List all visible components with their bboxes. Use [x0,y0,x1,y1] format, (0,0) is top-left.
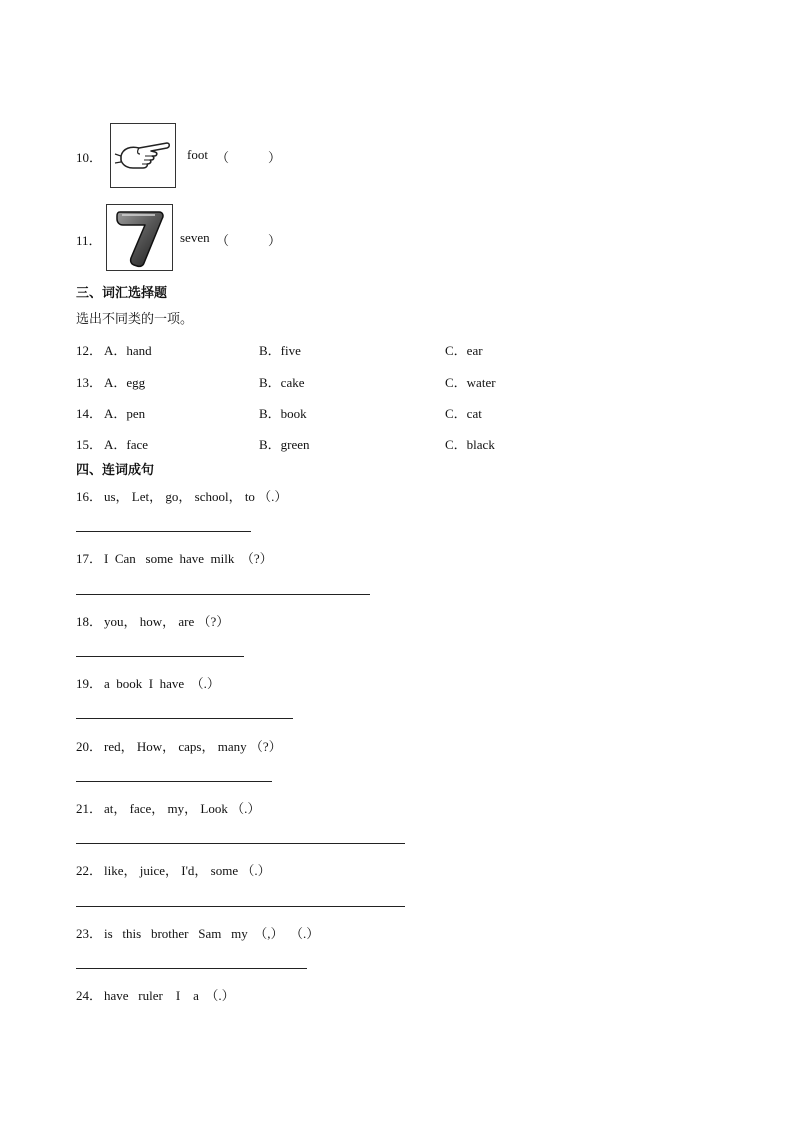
question-number: 10． [76,150,103,165]
scrambled-words: have ruler I a （.） [104,988,235,1003]
question-number: 20． [76,739,103,754]
answer-line[interactable] [76,843,405,844]
option-c[interactable]: C．ear [445,343,483,358]
question-number: 21． [76,801,103,816]
option-a[interactable]: A．egg [104,375,146,390]
question-number: 13． [76,375,103,390]
option-a[interactable]: A．face [104,437,149,452]
question-number: 18． [76,614,103,629]
option-b[interactable]: B．green [259,437,310,452]
question-number: 14． [76,406,103,421]
scrambled-words: at， face， my， Look （.） [104,801,261,816]
option-c[interactable]: C．cat [445,406,482,421]
answer-line[interactable] [76,968,307,969]
scrambled-words: I Can some have milk （?） [104,551,273,566]
question-number: 22． [76,863,103,878]
scrambled-words: you， how， are （?） [104,614,230,629]
answer-parentheses[interactable]: （ ） [216,150,282,165]
scrambled-words: a book I have （.） [104,676,220,691]
question-number: 19． [76,676,103,691]
scrambled-words: like， juice， I'd， some （.） [104,863,271,878]
number-seven-icon [106,204,173,271]
question-number: 15． [76,437,103,452]
option-c[interactable]: C．black [445,437,495,452]
scrambled-words: us， Let， go， school， to （.） [104,489,288,504]
question-number: 24． [76,988,103,1003]
option-b[interactable]: B．cake [259,375,305,390]
answer-line[interactable] [76,594,370,595]
answer-line[interactable] [76,718,293,719]
picture-word: foot [187,147,208,162]
section-heading-sentence-building: 四、连词成句 [76,463,155,478]
scrambled-words: red， How， caps， many （?） [104,739,282,754]
answer-parentheses[interactable]: （ ） [216,233,282,248]
section-instruction: 选出不同类的一项。 [76,312,194,327]
option-a[interactable]: A．hand [104,343,152,358]
question-number: 23． [76,926,103,941]
answer-line[interactable] [76,531,251,532]
question-number: 12． [76,343,103,358]
answer-line[interactable] [76,906,405,907]
section-heading-vocabulary: 三、词汇选择题 [76,286,168,301]
option-b[interactable]: B．book [259,406,307,421]
question-number: 16． [76,489,103,504]
question-number: 17． [76,551,103,566]
question-number: 11． [76,233,102,248]
option-a[interactable]: A．pen [104,406,146,421]
picture-word: seven [180,230,210,245]
option-b[interactable]: B．five [259,343,301,358]
answer-line[interactable] [76,781,272,782]
pointing-hand-icon [110,123,176,188]
option-c[interactable]: C．water [445,375,496,390]
answer-line[interactable] [76,656,244,657]
scrambled-words: is this brother Sam my （,） （.） [104,926,320,941]
